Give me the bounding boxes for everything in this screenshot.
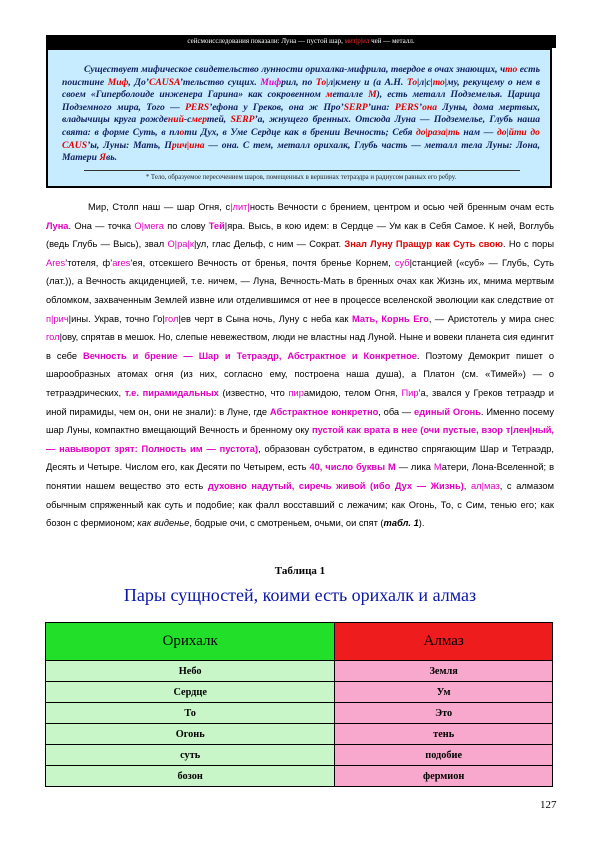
quote-run: CAUSA (148, 76, 180, 88)
quote-run: до CAUS (62, 126, 540, 151)
quote-run: с| (426, 76, 433, 88)
main-run: т.е. пирамидальных (124, 387, 219, 398)
table-row (46, 766, 553, 787)
main-text (46, 198, 554, 533)
quote-run: Луны, дома мертвых, владычицы круга рожде (62, 101, 540, 126)
main-run: табл. 1 (383, 518, 419, 529)
main-run: М (433, 462, 442, 473)
main-run: |ев черт в Сына ночь, Луну с неба как (178, 313, 352, 324)
main-run: |ины. Украв, точно Го| (68, 313, 165, 324)
table-header-row (46, 623, 553, 661)
quote-run: SERP (230, 114, 255, 126)
quote-run: то (432, 76, 445, 88)
footnote: * Тело, образуемое пересечением шаров, помещенных в вершинах тетраэдра и радиусом равных его ребру. (145, 173, 457, 181)
main-run: О|мега (134, 220, 164, 231)
diamond-cell: фермион (335, 766, 553, 787)
main-run: |станцией («суб» — Глубь, Суть (лат.)), а Вечность акциденцией, т.е. ничем, — Луна, Вечность-Мать в бренных очах как Жизнь их, мнима мертвым обломком, захваченным Землей извне или отделившимся от нее в процессе вселенской эволюции как следствие от (46, 257, 554, 305)
main-run: гол (46, 332, 60, 343)
header-diamond: Алмаз (335, 623, 553, 661)
quote-run: SERP (343, 101, 368, 113)
main-run: амидою, телом Огня, (303, 387, 402, 398)
orichalc-cell: Небо (46, 661, 335, 682)
diamond-cell: подобие (335, 745, 553, 766)
main-run: Тей (208, 220, 225, 231)
quote-run: то (505, 64, 518, 75)
main-run: Мать, Корнь Его (351, 313, 429, 324)
main-run: ’ея, отсекшего Вечность от бренья, почтя бренье Корнем, (130, 257, 395, 268)
main-run: |ул, глас Дельф, с ним — Сократ. (193, 239, 345, 250)
page-number: 127 (540, 799, 557, 811)
banner-highlight: мит|р|ил (344, 37, 370, 45)
main-run: Мир, Столп наш — шар Огня, с (88, 202, 231, 212)
quote-run: ’ (418, 101, 423, 113)
quote-run: еталле (332, 89, 369, 101)
main-run: Ares (46, 257, 66, 268)
main-run: |лит| (230, 202, 250, 212)
quote-run: PERS (185, 101, 210, 113)
quote-run: до|раза|ть (416, 126, 460, 138)
quote-run: |л| (326, 76, 336, 88)
main-run: |яра. Высь, в кою идем: в Сердце — Ум как в Себя Самое. К ней, Воглубь (ведь Глубь — Высь), звал (46, 220, 554, 250)
main-run: , с алмазом обычным спряженный как суть и подобие; как фалл восставший с лежачим; как Огонь, То, с Сим, тенью его; как бозон с фермионом; (46, 480, 554, 529)
main-run: единый Огонь (414, 406, 481, 417)
quote-run: PERS (394, 101, 419, 113)
main-run: — лика (395, 462, 434, 473)
main-run: как виденье (137, 518, 190, 529)
main-run: |ову, спрятав в мешок. Но, слепые невежеством, люди не властны над Луной. Ныне и вовеки планета сия едингит в себе (46, 332, 554, 361)
banner-after: чей — металл. (369, 37, 415, 45)
quote-run: ), есть металл Подземелья. Царица Подземного мира, Того — (62, 89, 540, 113)
header-orichalc: Орихалк (46, 623, 335, 661)
main-run: Пир (401, 387, 419, 398)
quote-run: ний (167, 114, 184, 126)
quote-run: Миф (107, 76, 129, 88)
quote-run: рич|ина (171, 139, 205, 151)
quote-run: мер (191, 114, 207, 126)
main-run: п|рич (46, 313, 69, 324)
pairs-table (45, 622, 553, 787)
quote-run: , До’ (128, 76, 149, 88)
table-row (46, 661, 553, 682)
main-run: ). (418, 518, 425, 529)
quote-run: вь. (105, 152, 118, 164)
main-run: (известно, что (218, 387, 289, 398)
quote-run: есть поистине (62, 64, 541, 88)
main-run: пустой как врата в нее (очи пустые, взор т|лен|ный, — навыворот зрят: Полность им — пустота) (46, 425, 554, 454)
main-run: , бодрые очи, с смотреньем, очьми, ои спят ( (189, 518, 384, 529)
main-run: Знал Луну Пращур как Суть свою (344, 239, 503, 250)
table-row (46, 703, 553, 724)
quote-run: м (325, 89, 333, 101)
quote-run: ’ы, Луны: Мать, П (87, 139, 172, 151)
main-run: ’тотеля, ф’ (65, 257, 113, 268)
quote-run: ти Дух, в Уме Сердце как в брении Вечность; Себя (184, 126, 417, 138)
main-run: . Она — точка (68, 220, 135, 231)
quote-run: |л| (417, 76, 427, 88)
quote-run: — она. С тем, металл орихалк, Глубь часть — металл тела Луны: Лона, Матери (62, 139, 540, 164)
quote-run: -с (183, 114, 192, 126)
main-run: . Но с поры (503, 239, 554, 250)
quote-run: рил, по (281, 76, 316, 88)
main-run: пир (288, 387, 304, 398)
orichalc-cell: суть (46, 745, 335, 766)
quote-run: нам — (459, 126, 497, 138)
quote-run: до|йти (496, 126, 527, 138)
diamond-cell: тень (335, 724, 553, 745)
main-run: ность Вечности с брением, центром и осью чей бренным очам есть (249, 202, 554, 212)
quote-run: тей, (206, 114, 231, 126)
table-row (46, 682, 553, 703)
quote-run: Существует мифическое свидетельство лунности орихалка-мифрила, твердое в очах знающих, ч (84, 64, 506, 75)
table-caption: Таблица 1 (274, 565, 326, 577)
quote-run: |му, рекущему о нем в своем «Гиперболоиде инженера Гарина» как сокровенном (62, 76, 540, 101)
main-run: Абстрактное конкретно (269, 406, 379, 417)
main-run: гол (164, 313, 179, 324)
quote-run: о (179, 126, 185, 138)
quote-run: Миф (260, 76, 282, 88)
quote-box (46, 48, 552, 188)
quote-run: кмену и (а А.Н. (335, 76, 407, 88)
table-row (46, 724, 553, 745)
quote-run: М (368, 89, 377, 101)
main-paragraph (46, 198, 554, 533)
main-run: . Именно посему шар Луны, компактно вмещающий Вечность и бренному оку (46, 406, 554, 436)
orichalc-cell: бозон (46, 766, 335, 787)
main-run: Луна (46, 220, 69, 231)
top-banner (46, 35, 556, 48)
diamond-cell: Ум (335, 682, 553, 703)
quote-run: То (406, 76, 418, 88)
quote-paragraph (62, 64, 540, 165)
main-run: , оба — (378, 406, 415, 417)
footnote-divider (84, 170, 520, 171)
quote-run: ’ефона у Греков, она ж Про’ (209, 101, 344, 113)
orichalc-cell: Сердце (46, 682, 335, 703)
quote-run: ’ина: (367, 101, 395, 113)
quote-run: То (315, 76, 327, 88)
orichalc-cell: Огонь (46, 724, 335, 745)
main-run: О|ра|к (167, 239, 194, 250)
main-run: . Поэтому Демокрит пишет о шарообразных атомах огня (из них, согласно ему, построена наша душа), а Платон (см. «Тимей») — о тетраэдрических, (46, 350, 554, 398)
main-run: , образован субстратом, в единство спрягающим Шар и Тетраэдр, Десять и Четыре. Числом его, как Десяти по Четырем, есть (46, 443, 554, 473)
main-run: атери, Лона-Вселенной; в понятии нашем вещество это есть (46, 462, 555, 491)
main-run: ares (112, 257, 131, 268)
diamond-cell: Земля (335, 661, 553, 682)
orichalc-cell: То (46, 703, 335, 724)
quote-run: ’тельство сущих. (179, 76, 261, 88)
quote-run: Я (99, 152, 106, 164)
quote-run: ’а, жнущего бренных. Отсюда Луна — Подземелье, Глубь наша свята: в форме Суть, в пл (62, 114, 540, 138)
main-run: ал|маз (471, 480, 500, 491)
table-title: Пары сущностей, коими есть орихалк и алмаз (123, 585, 477, 605)
table-row (46, 745, 553, 766)
main-run: , (463, 480, 471, 491)
banner-before: сейсмоисследования показали: Луна — пустой шар, (187, 37, 345, 45)
main-run: духовно надутый, сиречь живой (ибо Дух — Жизнь) (207, 480, 464, 491)
main-run: ’а, звался у Греков тетраэдр и иной пирамиды, чем он, они не знали): в Луне, где (46, 387, 554, 417)
main-run: , — Аристотель у мира снес (428, 313, 554, 324)
main-run: по слову (163, 220, 209, 231)
main-run: Вечность и брение — Шар и Тетраэдр, Абстрактное и Конкретное (83, 350, 417, 361)
diamond-cell: Это (335, 703, 553, 724)
quote-run: она (422, 101, 437, 113)
main-run: суб (394, 257, 410, 268)
main-run: 40, число буквы М (309, 462, 396, 473)
